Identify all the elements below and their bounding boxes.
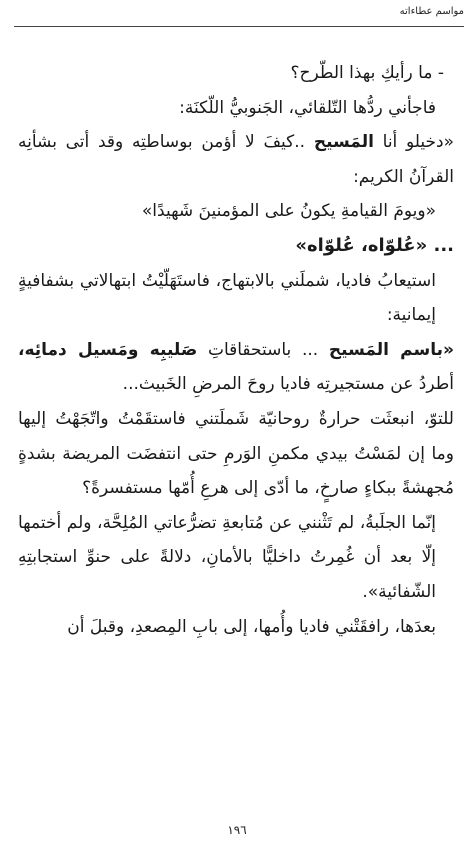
- emphasis-messiah: المَسيح: [328, 339, 389, 360]
- paragraph-commotion: إنّما الجلَبةُ، لم تَثْنني عن مُتابعةِ تضرُّعاتي المُلِحَّة، ولم أختمها إلّا بعد أن غُمِرتُ داخليًّا بالأمانِ، دلالةً على حنوِّ استجابتِهِ الشّفائية».: [18, 512, 436, 602]
- paragraph-healing: للتوّ، انبعثَت حرارةٌ روحانيّة شَملَتني فاستقَمْتُ واتّجَهْتُ إليها وما إن لمَسْتُ بيدي مكمنِ الوَرمِ حتى انتفضَت المريضة بشدةٍ مُجهشةً ببكاءٍ صارخٍ، ما أدّى إلى هرعِ أُمّها مستفسرةً؟: [18, 408, 454, 499]
- running-header: مواسم عطاءاته: [399, 6, 464, 17]
- page-number: ١٩٦: [227, 823, 247, 837]
- prayer-opening: «باسم: [388, 339, 454, 360]
- prayer-text: أطردُ عن مستجيرتِه فاديا روحَ المرضِ الخَبيث...: [122, 374, 454, 395]
- paragraph-question: - ما رأيكِ بهذا الطّرح؟: [290, 63, 444, 83]
- paragraph-reply-intro: فاجأني ردُّها التّلقائي، الجَنوبيُّ اللّكنَة:: [179, 97, 436, 118]
- paragraph-departure: بعدَها، رافقَتْني فاديا وأُمها، إلى بابِ المِصعدِ، وقبلَ أن: [67, 616, 436, 637]
- quote-text: ..كيفَ لا أؤمن بوساطتِه وقد أتى بشأنِه القرآنُ الكريم:: [18, 132, 454, 187]
- quote-text: «دخيلو أنا: [373, 132, 454, 153]
- paragraph-exclamation: ... «عُلوّاه، عُلوّاه»: [295, 234, 454, 256]
- text-body: [18, 56, 454, 644]
- header-rule: [14, 26, 464, 27]
- emphasis-messiah: المَسيح: [313, 132, 374, 153]
- paragraph-quote-1: [18, 125, 454, 194]
- emphasis-cross: صَليبِه ومَسيل دمائِه،: [18, 339, 198, 360]
- paragraph-prayer: [18, 333, 454, 402]
- paragraph-prayer-intro: استيعابُ فاديا، شملَني بالابتهاج، فاستَهَلّيْتُ ابتهالاتي بشفافيةٍ إيمانية:: [18, 270, 436, 326]
- prayer-text: ... باستحقاقاتِ: [197, 339, 329, 360]
- paragraph-verse: «ويومَ القيامةِ يكونُ على المؤمنينَ شَهيدًا»: [141, 201, 436, 222]
